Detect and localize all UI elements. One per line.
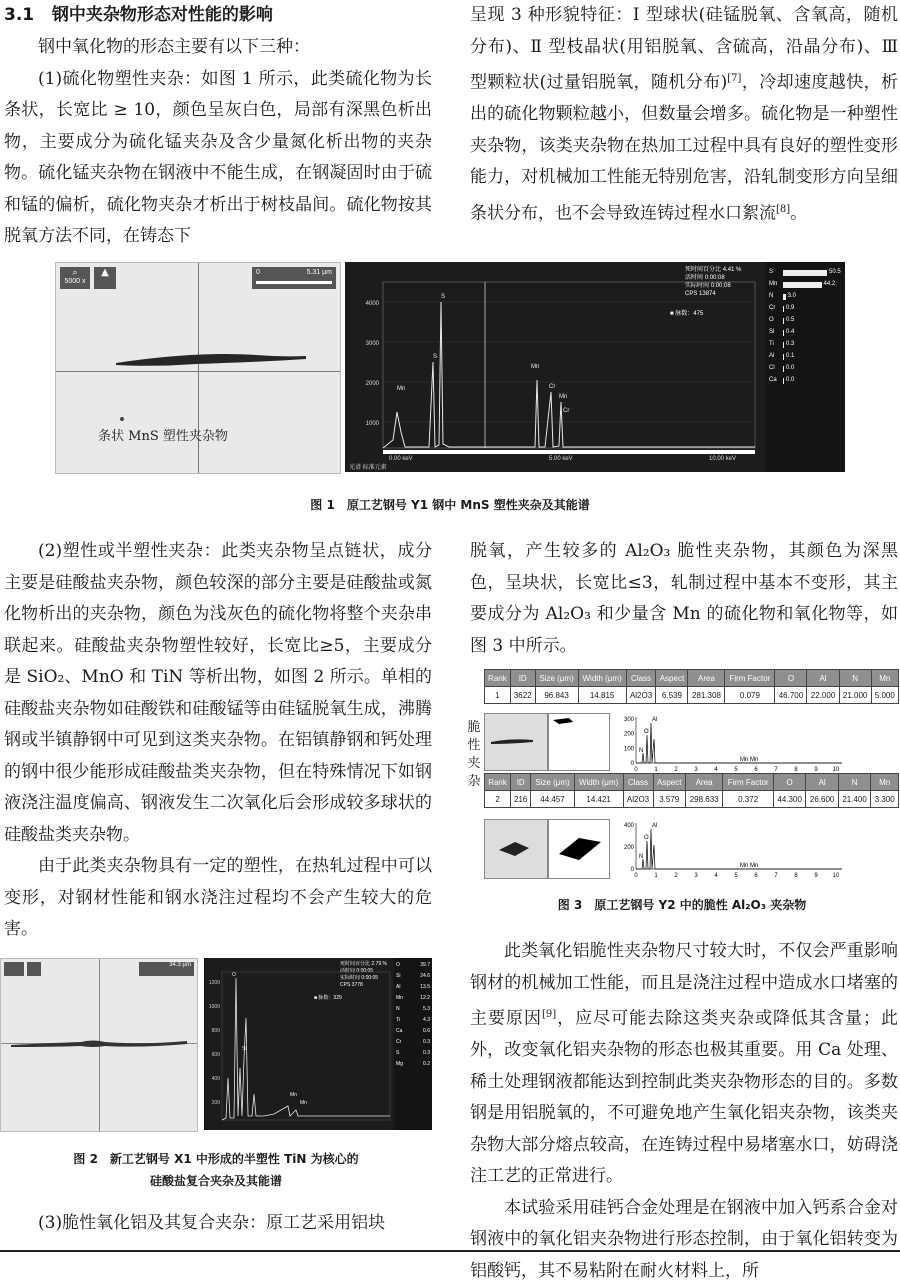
left-mid-text [4, 536, 432, 946]
table-header-cell: Width (μm) [578, 670, 626, 687]
x-tick-label: 2 [674, 873, 678, 879]
zoom-tool: ⌕ 5000 x [60, 267, 90, 289]
element-symbol: O [396, 962, 400, 968]
y-tick-label: 1200 [208, 980, 220, 986]
element-value: 0.2 [423, 1061, 430, 1067]
element-row [769, 376, 843, 386]
element-symbol: N [769, 293, 774, 299]
citation: [7] [727, 73, 742, 84]
element-value: 0.3 [423, 1050, 430, 1056]
eds-info-row: 死时间百分比 4.41 % [685, 267, 742, 273]
element-value: 44.2 [823, 281, 836, 287]
eds-spectrum [204, 958, 432, 1130]
element-value: 13.5 [420, 984, 430, 990]
element-row [396, 962, 432, 971]
table-cell: 21.000 [839, 687, 871, 704]
element-symbol: Ca [396, 1028, 403, 1034]
table-header-cell: Width (μm) [574, 774, 623, 791]
eds-info-row: 实际时间 0:00:08 [685, 283, 731, 289]
y-tick-label: 400 [211, 1076, 220, 1082]
peak-label: N [639, 748, 644, 754]
table-header-cell: Firm Factor [723, 774, 774, 791]
table-header-cell: Size (μm) [535, 670, 578, 687]
y-tick-label: 200 [623, 731, 634, 738]
element-symbol: Al [396, 984, 401, 990]
eds-info-row: 活时间 0:00:05 [340, 968, 374, 974]
element-list [765, 262, 845, 472]
element-value: 24.6 [420, 973, 430, 979]
inclusion-table-1 [484, 669, 899, 704]
table-cell: 44.300 [773, 791, 805, 808]
element-row [769, 328, 843, 338]
y-tick-label: 200 [623, 845, 634, 851]
paragraph: 此类氧化铝脆性夹杂物尺寸较大时，不仅会严重影响钢材的机械加工性能，而且是浇注过程中造成水口堵塞的主要原因[9]，应尽可能去除这类夹杂或降低其含量；此外，改变氧化铝夹杂物的形态也极其重要。用 Ca 处理、稀土处理钢液都能达到控制此类夹杂物形态的目的。多数钢是用铝脱氧的，不可避免地产生氧化铝夹杂物，该类夹杂物大部分熔点较高，在连铸过程中易堵塞水口，妨碍浇注工艺的正常进行。 [470, 941, 899, 1187]
element-bar [783, 294, 786, 300]
spectrum-1 [612, 713, 852, 773]
peak-label: Cr [549, 384, 556, 390]
eds-info-row: CPS 13874 [685, 291, 716, 297]
table-header-cell: Aspect [656, 670, 688, 687]
element-symbol: Cl [769, 365, 775, 371]
table-cell: 14.421 [574, 791, 623, 808]
peak-label: Mn Mn [740, 863, 759, 869]
y-tick-label: 4000 [365, 301, 379, 307]
y-tick-label: 600 [211, 1052, 220, 1058]
inclusion-binary [548, 819, 610, 879]
sem-image [55, 262, 341, 474]
table-cell: 26.600 [806, 791, 838, 808]
y-tick-label: 0 [630, 867, 634, 873]
x-tick-label: 5 [734, 873, 738, 879]
element-row [396, 1006, 432, 1015]
x-tick-label: 3 [694, 767, 698, 773]
table-cell: 5.000 [871, 687, 898, 704]
x-tick-label: 0.00 keV [389, 456, 413, 462]
table-header-cell: Mn [871, 670, 898, 687]
table-cell: 3.300 [871, 791, 899, 808]
sem-label: 条状 MnS 塑性夹杂物 [98, 429, 228, 444]
table-header [485, 774, 899, 791]
element-value: 3.0 [787, 293, 796, 299]
right-bottom-text [470, 936, 898, 1287]
element-value: 0.5 [786, 317, 795, 323]
peak-label: Mn [290, 1092, 297, 1098]
table-cell: Al2O3 [623, 791, 653, 808]
y-tick-label: 2000 [365, 381, 379, 387]
paragraph: (3)脆性氧化铝及其复合夹杂：原工艺采用铝块 [38, 1213, 386, 1233]
scale-bar: 0 5.31 μm [252, 267, 336, 289]
element-bar [783, 318, 784, 324]
element-symbol: Ti [769, 341, 774, 347]
y-tick-label: 200 [211, 1100, 220, 1106]
x-tick-label: 3 [694, 873, 698, 879]
peak-label: Al [652, 823, 658, 829]
section-heading [4, 0, 273, 31]
x-tick-label: 5.00 keV [549, 456, 573, 462]
figure-1-caption: 图 1 原工艺钢号 Y1 钢中 MnS 塑性夹杂及其能谱 [310, 498, 590, 512]
element-row [396, 995, 432, 1004]
element-value: 0.0 [786, 377, 795, 383]
figure-2-caption [0, 1148, 432, 1192]
element-symbol: Mn [396, 995, 403, 1001]
x-tick-label: 8 [794, 873, 798, 879]
inclusion-table-2 [484, 773, 899, 808]
table-header-cell: Class [623, 774, 653, 791]
eds-info-row: 死时间百分比 2.79 % [340, 961, 387, 967]
element-bar [783, 378, 784, 384]
right-top-text [470, 0, 898, 230]
citation: [9] [541, 1009, 557, 1020]
table-cell: Al2O3 [626, 687, 656, 704]
eds-plot [204, 958, 394, 1130]
figure-3-side-label: 脆 性 夹 杂 [467, 720, 481, 789]
triangle-icon: ▲ [94, 267, 116, 289]
table-cell: 46.700 [775, 687, 807, 704]
table-cell: 0.079 [725, 687, 775, 704]
paragraph: 本试验采用硅钙合金处理是在钢液中加入钙系合金对钢液中的氧化铝夹杂物进行形态控制，由于氧化铝转变为铝酸钙，其不易粘附在耐火材料上，所 [470, 1197, 898, 1281]
peak-label: Mn [559, 394, 568, 400]
caption-line: 硅酸盐复合夹杂及其能谱 [149, 1174, 282, 1188]
table-cell: 281.308 [688, 687, 725, 704]
figure-1 [55, 262, 845, 474]
table-row [485, 687, 899, 704]
peak-label: S [433, 354, 438, 360]
table-header-cell: Class [626, 670, 656, 687]
peak-label: Al [652, 717, 658, 723]
table-header-cell: O [775, 670, 807, 687]
x-tick-label: 7 [774, 873, 778, 879]
paragraph: 由于此类夹杂物具有一定的塑性，在热轧过程中可以变形，对钢材性能和钢水浇注过程均不会产生较大的危害。 [4, 856, 432, 939]
element-symbol: S [396, 1050, 400, 1056]
element-list [394, 958, 432, 1130]
element-value: 0.3 [786, 341, 795, 347]
peak-label: O [644, 729, 649, 735]
table-header-cell: Area [685, 774, 722, 791]
peak-label: Mn [397, 386, 406, 392]
figure-3 [464, 669, 900, 883]
y-tick-label: 100 [623, 746, 634, 753]
table-cell: 96.843 [535, 687, 578, 704]
paragraph: (1)硫化物塑性夹杂：如图 1 所示，此类硫化物为长条状，长宽比 ≥ 10，颜色呈灰白色，局部有深黑色析出物，主要成分为硫化锰夹杂及含少量氮化析出物的夹杂物。硫化锰夹杂物在钢液中不能生成，在钢凝固时由于硫和锰的偏析，硫化物夹杂才析出于树枝晶间。硫化物按其脱氧方法不同，在铸态下 [4, 68, 432, 246]
element-row [769, 352, 843, 362]
peak-label: Mn [531, 364, 540, 370]
x-tick-label: 7 [774, 767, 778, 773]
table-cell: 1 [485, 687, 511, 704]
x-tick-label: 2 [674, 767, 678, 773]
element-value: 0.0 [786, 365, 795, 371]
spectrum-bg [612, 713, 852, 773]
y-tick-label: 3000 [365, 341, 379, 347]
element-row [769, 340, 843, 350]
peak-label: N [639, 854, 644, 860]
magnifier-icon: ⌕ [72, 267, 78, 277]
x-tick-label: 4 [714, 767, 718, 773]
x-tick-label: 6 [754, 873, 758, 879]
element-bar [783, 282, 822, 288]
element-value: 0.6 [423, 1028, 430, 1034]
inclusion-binary [548, 713, 610, 771]
table-cell: 216 [511, 791, 531, 808]
page-bottom-rule [0, 1250, 900, 1252]
inclusion-thumbnail [484, 819, 548, 879]
element-symbol: Al [769, 353, 775, 359]
eds-counts: ■ 脉数：329 [314, 995, 342, 1001]
element-bar [783, 330, 784, 336]
peak-label: O [232, 972, 236, 978]
paragraph: (2)塑性或半塑性夹杂：此类夹杂物呈点链状，成分主要是硅酸盐夹杂物，颜色较深的部分主要是硅酸盐或氮化物析出的夹杂物，颜色为浅灰色的硫化物将整个夹杂串联起来。硅酸盐夹杂物塑性较好，长宽比≥5，主要成分是 SiO₂、MnO 和 TiN 等析出物，如图 2 所示。单相的硅酸盐夹杂物如硅酸铁和硅酸锰等由硅锰脱氧生成，沸腾钢或半镇静钢中可见到这类夹杂物。在铝镇静钢和钙处理的钢中很少能形成硅酸盐类夹杂物，但在特殊情况下如钢液浇注温度偏高、钢液发生二次氧化后会形成较多球状的硅酸盐类夹杂物。 [4, 541, 432, 845]
element-row [396, 1017, 432, 1026]
x-tick-label: 1 [654, 767, 658, 773]
paragraph: 脱氧，产生较多的 Al₂O₃ 脆性夹杂物，其颜色为深黑色，呈块状，长宽比≤3，轧制过程中基本不变形，其主要成分为 Al₂O₃ 和少量含 Mn 的硫化物和氧化物等，如图 3 中所示。 [470, 541, 898, 656]
table-header-cell: O [773, 774, 805, 791]
element-row [769, 268, 843, 278]
table-header-cell: Al [807, 670, 839, 687]
x-tick-label: 1 [654, 873, 658, 879]
element-value: 5.3 [423, 1006, 430, 1012]
element-symbol: Cr [396, 1039, 402, 1045]
peak-label: Cr [563, 408, 570, 414]
spectrum-range-bar [383, 450, 755, 454]
x-tick-label: 6 [754, 767, 758, 773]
peak-label: Mn Mn [740, 757, 759, 763]
x-tick-label: 9 [814, 873, 818, 879]
element-row [396, 984, 432, 993]
left-bottom-text [4, 1208, 432, 1240]
eds-footer: 光谱 标准元素 [349, 465, 387, 471]
table-header [485, 670, 899, 687]
inclusion-thumbnail [484, 713, 548, 771]
plot-frame [383, 282, 755, 448]
spectrum-line [222, 978, 390, 1120]
citation: [8] [776, 203, 791, 215]
table-cell: 6.539 [656, 687, 688, 704]
element-value: 0.3 [423, 1039, 430, 1045]
peak-label: O [644, 835, 649, 841]
x-tick-label: 10.00 keV [709, 456, 737, 462]
peak-label: Mn [300, 1100, 307, 1106]
element-symbol: Ti [396, 1017, 400, 1023]
y-tick-label: 400 [623, 823, 634, 829]
x-tick-label: 10 [832, 767, 840, 773]
element-bar [783, 270, 827, 276]
table-cell: 298.633 [685, 791, 722, 808]
table-header-cell: ID [510, 670, 535, 687]
element-symbol: Mn [769, 281, 778, 287]
element-value: 50.5 [829, 269, 841, 275]
eds-info-row: 活时间 0:00:08 [685, 275, 725, 281]
figure-3-caption: 图 3 原工艺钢号 Y2 中的脆性 Al₂O₃ 夹杂物 [557, 898, 807, 912]
element-symbol: O [769, 317, 774, 323]
element-row [396, 1050, 432, 1059]
element-symbol: S [769, 269, 774, 275]
spectrum-bg [612, 819, 852, 879]
element-bar [783, 306, 784, 312]
x-tick-label: 0 [634, 873, 638, 879]
y-tick-label: 1000 [365, 421, 379, 427]
table-header-cell: Rank [485, 774, 511, 791]
x-tick-label: 0 [634, 767, 638, 773]
table-header-cell: Rank [485, 670, 511, 687]
element-row [769, 316, 843, 326]
element-value: 4.3 [423, 1017, 430, 1023]
element-symbol: N [396, 1006, 400, 1012]
y-tick-label: 300 [623, 717, 634, 723]
eds-info-row: CPS 3778 [340, 982, 363, 988]
element-row [769, 292, 843, 302]
element-value: 0.1 [786, 353, 795, 359]
left-top-text [4, 32, 432, 253]
table-header-cell: N [839, 670, 871, 687]
x-tick-label: 9 [814, 767, 818, 773]
y-tick-label: 1000 [208, 1004, 220, 1010]
element-symbol: Mg [396, 1061, 403, 1067]
element-symbol: Si [769, 329, 775, 335]
element-bar [783, 354, 784, 360]
peak-label: S [441, 294, 446, 300]
section-number: 3.1 [4, 5, 35, 25]
element-row [396, 1039, 432, 1048]
element-symbol: Ca [769, 377, 777, 383]
element-row [769, 280, 843, 290]
eds-spectrum [345, 262, 845, 472]
table-row [485, 791, 899, 808]
element-row [396, 1061, 432, 1070]
scale-bar: 34.3 μm [139, 962, 194, 976]
peak-label: Si [242, 1046, 247, 1052]
table-cell: 44.457 [531, 791, 574, 808]
table-header-cell: Aspect [653, 774, 685, 791]
table-header-cell: Mn [871, 774, 899, 791]
plot-frame [222, 972, 390, 1120]
paragraph: 呈现 3 种形貌特征：Ⅰ 型球状(硅锰脱氧、含氧高，随机分布)、Ⅱ 型枝晶状(用铝脱氧、含硫高，沿晶分布)、Ⅲ 型颗粒状(过量铝脱氧，随机分布)[7]，冷却速度越快，析出的硫化物颗粒越小，但数量会增多。硫化物是一种塑性夹杂物，该类夹杂物在热加工过程中具有良好的塑性变形能力，对机械加工性能无特别危害，沿轧制变形方向呈细条状分布，也不会导致连铸过程水口絮流[8]。 [470, 5, 899, 224]
eds-counts: ■ 脉数：475 [670, 311, 704, 317]
inclusion-shape [1, 959, 197, 1131]
element-value: 0.4 [786, 329, 795, 335]
x-tick-label: 8 [794, 767, 798, 773]
table-cell: 14.815 [578, 687, 626, 704]
table-cell: 3.579 [653, 791, 685, 808]
section-title: 钢中夹杂物形态对性能的影响 [51, 5, 273, 25]
element-row [396, 1028, 432, 1037]
eds-info-row: 实际时间 0:00:05 [340, 975, 379, 981]
table-cell: 22.000 [807, 687, 839, 704]
table-header-cell: N [838, 774, 870, 791]
spectrum-2 [612, 819, 852, 879]
x-tick-label: 4 [714, 873, 718, 879]
element-bar [783, 366, 784, 372]
table-cell: 0.372 [723, 791, 774, 808]
element-symbol: Si [396, 973, 401, 979]
element-value: 39.7 [420, 962, 430, 968]
table-header-cell: Al [806, 774, 838, 791]
figure-2 [0, 958, 432, 1132]
right-mid-text [470, 536, 898, 662]
table-cell: 3622 [510, 687, 535, 704]
element-value: 0.9 [786, 305, 795, 311]
table-cell: 21.400 [838, 791, 870, 808]
table-cell: 2 [485, 791, 511, 808]
x-tick-label: 5 [734, 767, 738, 773]
paragraph: 钢中氧化物的形态主要有以下三种： [38, 37, 310, 57]
x-tick-label: 10 [832, 873, 840, 879]
element-value: 12.2 [420, 995, 430, 1001]
table-header-cell: Area [688, 670, 725, 687]
sem-image [0, 958, 198, 1132]
table-header-cell: ID [511, 774, 531, 791]
table-header-cell: Firm Factor [725, 670, 775, 687]
y-tick-label: 0 [630, 761, 634, 767]
element-row [769, 304, 843, 314]
element-row [396, 973, 432, 982]
element-symbol: Cr [769, 305, 776, 311]
element-row [769, 364, 843, 374]
element-bar [783, 342, 784, 348]
y-tick-label: 800 [211, 1028, 220, 1034]
spectrum-line [383, 302, 755, 448]
table-header-cell: Size (μm) [531, 774, 574, 791]
caption-line: 图 2 新工艺钢号 X1 中形成的半塑性 TiN 为核心的 [73, 1152, 359, 1166]
